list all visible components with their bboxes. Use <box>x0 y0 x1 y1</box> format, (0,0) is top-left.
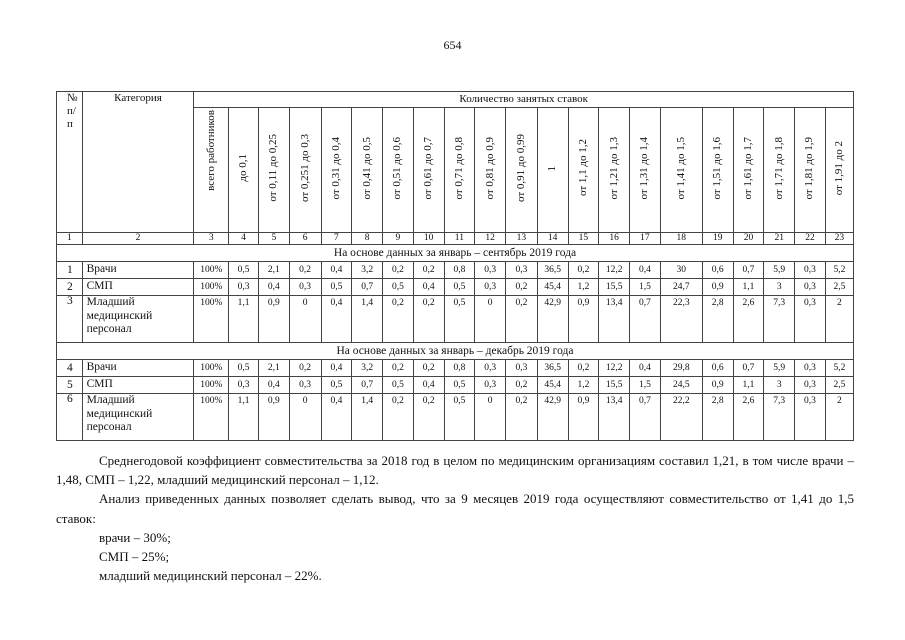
table-cell: 3,2 <box>352 262 383 279</box>
header-category: Категория <box>82 92 194 233</box>
table-cell: 12,2 <box>599 262 630 279</box>
table-cell: 22,3 <box>660 296 702 343</box>
row-category: Младший медицинский персонал <box>82 296 194 343</box>
table-cell: 45,4 <box>537 377 568 394</box>
table-cell: 0,4 <box>321 262 352 279</box>
table-row <box>57 279 854 296</box>
column-number: 4 <box>229 233 259 245</box>
row-category: Врачи <box>82 262 194 279</box>
column-header-label: от 0,11 до 0,25 <box>267 134 280 202</box>
table-cell: 0 <box>289 296 321 343</box>
table-cell: 0,3 <box>289 377 321 394</box>
column-header-label: от 0,71 до 0,8 <box>452 136 465 200</box>
table-cell: 3,2 <box>352 360 383 377</box>
column-header <box>795 108 826 233</box>
column-number: 3 <box>194 233 229 245</box>
table-cell: 0,5 <box>229 262 259 279</box>
column-header-label: от 1,81 до 1,9 <box>803 136 816 200</box>
table-cell: 2,6 <box>733 394 764 441</box>
column-number: 16 <box>599 233 630 245</box>
page-number: 654 <box>443 38 462 52</box>
table-cell: 13,4 <box>599 394 630 441</box>
table-cell: 0,2 <box>413 360 444 377</box>
column-number: 7 <box>321 233 352 245</box>
table-cell: 2,1 <box>258 262 289 279</box>
table-cell: 0 <box>289 394 321 441</box>
section-title: На основе данных за январь – декабрь 2019 года <box>57 343 854 360</box>
column-header <box>764 108 795 233</box>
row-category: Врачи <box>82 360 194 377</box>
column-header <box>568 108 599 233</box>
table-cell: 7,3 <box>764 296 795 343</box>
table-cell: 0,9 <box>258 296 289 343</box>
header-row-top <box>57 92 854 108</box>
table-cell: 1,4 <box>352 394 383 441</box>
list-item: младший медицинский персонал – 22%. <box>99 568 322 584</box>
table-cell: 0 <box>475 394 506 441</box>
column-number: 14 <box>537 233 568 245</box>
column-number: 20 <box>733 233 764 245</box>
table-cell: 0,7 <box>630 296 661 343</box>
table-cell: 0,2 <box>506 377 538 394</box>
column-number: 18 <box>660 233 702 245</box>
table-cell: 3 <box>764 377 795 394</box>
row-number: 6 <box>57 394 83 441</box>
column-header <box>733 108 764 233</box>
table-cell: 0,5 <box>383 279 414 296</box>
table-cell: 0,3 <box>795 360 826 377</box>
column-header <box>194 108 229 233</box>
table-cell: 0,2 <box>413 296 444 343</box>
table-cell: 0,5 <box>321 279 352 296</box>
body-text <box>56 451 854 585</box>
column-header <box>660 108 702 233</box>
table-cell: 0,5 <box>444 279 475 296</box>
column-header-label: от 1,31 до 1,4 <box>638 136 651 200</box>
table-cell: 0,3 <box>795 262 826 279</box>
row-number: 1 <box>57 262 83 279</box>
row-number: 3 <box>57 296 83 343</box>
table-cell: 1,1 <box>229 394 259 441</box>
table-cell: 5,2 <box>825 262 853 279</box>
table-cell: 0,9 <box>258 394 289 441</box>
table-cell: 0,2 <box>413 394 444 441</box>
table-cell: 0,9 <box>568 296 599 343</box>
table-cell: 0,8 <box>444 360 475 377</box>
table-cell: 0,5 <box>321 377 352 394</box>
column-header-label: от 1,21 до 1,3 <box>607 136 620 200</box>
table-cell: 1,1 <box>733 279 764 296</box>
column-number: 23 <box>825 233 853 245</box>
table-cell: 0,4 <box>321 296 352 343</box>
table-cell: 0,4 <box>630 360 661 377</box>
column-header-label: 1 <box>546 166 559 172</box>
table-cell: 0,5 <box>444 394 475 441</box>
column-header <box>630 108 661 233</box>
column-header <box>383 108 414 233</box>
table-cell: 0,3 <box>289 279 321 296</box>
column-number: 13 <box>506 233 538 245</box>
table-cell: 0,5 <box>444 296 475 343</box>
column-number: 11 <box>444 233 475 245</box>
table-cell: 2 <box>825 296 853 343</box>
column-number: 19 <box>702 233 733 245</box>
row-category: СМП <box>82 279 194 296</box>
column-header-label: от 1,51 до 1,6 <box>711 136 724 200</box>
column-header <box>229 108 259 233</box>
table-cell: 0,4 <box>630 262 661 279</box>
table-cell: 0,9 <box>702 377 733 394</box>
row-number: 2 <box>57 279 83 296</box>
column-header <box>825 108 853 233</box>
table-cell: 5,2 <box>825 360 853 377</box>
table-cell: 1,5 <box>630 279 661 296</box>
column-header <box>702 108 733 233</box>
list-item: врачи – 30%; <box>99 529 171 545</box>
table-cell: 0,2 <box>383 394 414 441</box>
table-cell: 0,3 <box>229 279 259 296</box>
table-cell: 15,5 <box>599 279 630 296</box>
table-cell: 0,3 <box>475 279 506 296</box>
row-number: 5 <box>57 377 83 394</box>
column-header-label: от 1,41 до 1,5 <box>674 136 687 200</box>
column-number: 12 <box>475 233 506 245</box>
table-cell: 2,1 <box>258 360 289 377</box>
table-cell: 0,2 <box>506 279 538 296</box>
section-row <box>57 245 854 262</box>
table-cell: 30 <box>660 262 702 279</box>
list-item: СМП – 25%; <box>99 549 170 565</box>
table-cell: 1,1 <box>733 377 764 394</box>
column-header <box>413 108 444 233</box>
table-cell: 0,3 <box>475 262 506 279</box>
column-number: 21 <box>764 233 795 245</box>
table-cell: 2,8 <box>702 296 733 343</box>
table-cell: 0,2 <box>413 262 444 279</box>
table-cell: 42,9 <box>537 394 568 441</box>
column-number: 10 <box>413 233 444 245</box>
table-cell: 36,5 <box>537 262 568 279</box>
table-cell: 36,5 <box>537 360 568 377</box>
column-number: 22 <box>795 233 826 245</box>
table-cell: 100% <box>194 360 229 377</box>
table-cell: 0,3 <box>475 360 506 377</box>
table-cell: 1,5 <box>630 377 661 394</box>
table-cell: 24,5 <box>660 377 702 394</box>
table-cell: 15,5 <box>599 377 630 394</box>
table-row <box>57 296 854 343</box>
table-cell: 42,9 <box>537 296 568 343</box>
table-cell: 100% <box>194 377 229 394</box>
column-number: 9 <box>383 233 414 245</box>
table-cell: 5,9 <box>764 262 795 279</box>
column-number: 15 <box>568 233 599 245</box>
table-cell: 0,9 <box>568 394 599 441</box>
table-cell: 0,5 <box>444 377 475 394</box>
column-header <box>599 108 630 233</box>
table-cell: 0,5 <box>383 377 414 394</box>
column-header-label: от 0,41 до 0,5 <box>360 136 373 200</box>
column-header <box>258 108 289 233</box>
table-cell: 100% <box>194 279 229 296</box>
column-header <box>475 108 506 233</box>
table-cell: 0,2 <box>289 360 321 377</box>
table-row <box>57 360 854 377</box>
table-cell: 13,4 <box>599 296 630 343</box>
table-cell: 0,4 <box>413 377 444 394</box>
table-cell: 0,2 <box>568 360 599 377</box>
table-cell: 1,2 <box>568 279 599 296</box>
table-cell: 2,8 <box>702 394 733 441</box>
header-row-numbers <box>57 233 854 245</box>
table-cell: 0,3 <box>795 394 826 441</box>
column-header-label: от 1,1 до 1,2 <box>576 139 589 197</box>
header-num: № п/п <box>57 92 83 233</box>
table-cell: 2,6 <box>733 296 764 343</box>
table-cell: 0 <box>475 296 506 343</box>
column-header <box>506 108 538 233</box>
table-cell: 12,2 <box>599 360 630 377</box>
column-header <box>537 108 568 233</box>
column-header-label: от 0,31 до 0,4 <box>329 136 342 200</box>
column-number: 17 <box>630 233 661 245</box>
table-cell: 0,2 <box>506 394 538 441</box>
column-header-label: до 0,1 <box>237 154 250 182</box>
table-cell: 0,3 <box>795 279 826 296</box>
table-cell: 0,4 <box>258 377 289 394</box>
table-cell: 0,2 <box>568 262 599 279</box>
table-cell: 0,6 <box>702 360 733 377</box>
table-cell: 2,5 <box>825 279 853 296</box>
table-cell: 0,3 <box>506 262 538 279</box>
table-cell: 0,2 <box>506 296 538 343</box>
table-cell: 100% <box>194 296 229 343</box>
table-cell: 100% <box>194 262 229 279</box>
column-header <box>321 108 352 233</box>
column-number: 5 <box>258 233 289 245</box>
paragraph: Среднегодовой коэффициент совместительства за 2018 год в целом по медицинским организациям составил 1,21, в том числе врачи – 1,48, СМП – 1,22, младший медицинский персонал – 1,12. <box>56 453 854 488</box>
table-cell: 0,2 <box>383 360 414 377</box>
row-category: Младший медицинский персонал <box>82 394 194 441</box>
table-cell: 1,2 <box>568 377 599 394</box>
table-cell: 5,9 <box>764 360 795 377</box>
column-header-label: от 1,61 до 1,7 <box>741 136 754 200</box>
table-cell: 0,7 <box>630 394 661 441</box>
table-cell: 0,2 <box>383 262 414 279</box>
table-body <box>57 92 854 441</box>
table-row <box>57 394 854 441</box>
column-header-label: от 1,91 до 2 <box>832 140 845 196</box>
table-cell: 0,6 <box>702 262 733 279</box>
table-cell: 0,3 <box>506 360 538 377</box>
column-number: 8 <box>352 233 383 245</box>
column-number: 6 <box>289 233 321 245</box>
column-header-label: от 0,81 до 0,9 <box>483 136 496 200</box>
column-header <box>444 108 475 233</box>
table-cell: 7,3 <box>764 394 795 441</box>
table-cell: 0,9 <box>702 279 733 296</box>
section-title: На основе данных за январь – сентябрь 2019 года <box>57 245 854 262</box>
column-header-label: всего работников <box>204 110 217 191</box>
table-cell: 2,5 <box>825 377 853 394</box>
column-number: 2 <box>82 233 194 245</box>
paragraph: Анализ приведенных данных позволяет сделать вывод, что за 9 месяцев 2019 года осуществляют совместительство от 1,41 до 1,5 ставок: <box>56 491 854 526</box>
table-cell: 45,4 <box>537 279 568 296</box>
column-header <box>352 108 383 233</box>
table-cell: 3 <box>764 279 795 296</box>
column-header-label: от 0,251 до 0,3 <box>298 133 311 202</box>
table-row <box>57 377 854 394</box>
table-cell: 0,7 <box>352 279 383 296</box>
column-header-label: от 1,71 до 1,8 <box>772 136 785 200</box>
table-cell: 0,7 <box>352 377 383 394</box>
table-cell: 0,3 <box>795 377 826 394</box>
table-cell: 0,4 <box>321 394 352 441</box>
table-cell: 100% <box>194 394 229 441</box>
table-cell: 0,4 <box>413 279 444 296</box>
table-cell: 0,2 <box>289 262 321 279</box>
column-header <box>289 108 321 233</box>
table-cell: 0,3 <box>795 296 826 343</box>
table-cell: 29,8 <box>660 360 702 377</box>
column-header-label: от 0,51 до 0,6 <box>391 136 404 200</box>
table-cell: 0,7 <box>733 360 764 377</box>
table-cell: 0,7 <box>733 262 764 279</box>
table-cell: 0,3 <box>475 377 506 394</box>
table-cell: 0,8 <box>444 262 475 279</box>
table-cell: 0,4 <box>321 360 352 377</box>
staffing-table <box>56 91 854 441</box>
section-row <box>57 343 854 360</box>
column-number: 1 <box>57 233 83 245</box>
row-number: 4 <box>57 360 83 377</box>
table-cell: 24,7 <box>660 279 702 296</box>
table-cell: 1,1 <box>229 296 259 343</box>
table-cell: 0,5 <box>229 360 259 377</box>
table-cell: 0,3 <box>229 377 259 394</box>
column-header-label: от 0,61 до 0,7 <box>422 136 435 200</box>
column-header-label: от 0,91 до 0,99 <box>514 133 527 202</box>
header-group: Количество занятых ставок <box>194 92 854 108</box>
table-cell: 0,2 <box>383 296 414 343</box>
table-cell: 1,4 <box>352 296 383 343</box>
table-cell: 22,2 <box>660 394 702 441</box>
table-cell: 0,4 <box>258 279 289 296</box>
row-category: СМП <box>82 377 194 394</box>
table-row <box>57 262 854 279</box>
table-cell: 2 <box>825 394 853 441</box>
